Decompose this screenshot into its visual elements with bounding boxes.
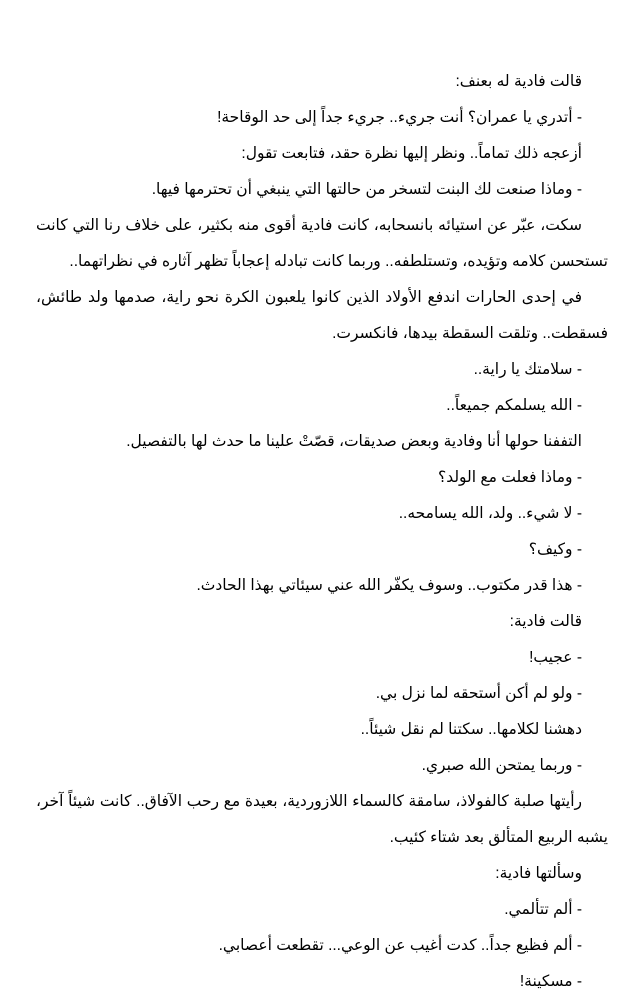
dialogue-line: - هذا قدر مكتوب.. وسوف يكفّر الله عني سيئاتي بهذا الحادث. <box>196 577 582 594</box>
dialogue-line: - ألم تتألمي. <box>504 901 582 918</box>
text-line: قالت فادية: <box>509 613 582 630</box>
dialogue-line: - وكيف؟ <box>528 541 582 558</box>
paragraph-line: تستحسن كلامه وتؤيده، وتستلطفه.. وربما كانت تبادله إعجاباً تظهر آثاره في نظراتهما.. <box>69 253 608 270</box>
dialogue-line: - الله يسلمكم جميعاً.. <box>446 397 582 414</box>
paragraph-line: سكت، عبّر عن استيائه بانسحابه، كانت فادية أقوى منه بكثير، على خلاف رنا التي كانت <box>36 217 582 234</box>
dialogue-line: - عجيب! <box>529 649 582 666</box>
dialogue-line: - لا شيء.. ولد، الله يسامحه.. <box>398 505 582 522</box>
text-line: وسألتها فادية: <box>495 865 582 882</box>
paragraph-line: رأيتها صلبة كالفولاذ، سامقة كالسماء اللازوردية، بعيدة مع رحب الآفاق.. كانت شيئاً آخر، <box>36 793 582 810</box>
dialogue-line: - ولو لم أكن أستحقه لما نزل بي. <box>375 685 582 702</box>
dialogue-line: - وماذا صنعت لك البنت لتسخر من حالتها التي ينبغي أن تحترمها فيها. <box>151 181 582 198</box>
dialogue-line: - وربما يمتحن الله صبري. <box>421 757 582 774</box>
paragraph-line: فسقطت.. وتلقت السقطة بيدها، فانكسرت. <box>332 325 608 342</box>
text-line: قالت فادية له بعنف: <box>455 73 582 90</box>
dialogue-line: - ألم فظيع جداً.. كدت أغيب عن الوعي... تقطعت أعصابي. <box>218 937 582 954</box>
dialogue-line: - أتدري يا عمران؟ أنت جريء.. جريء جداً إلى حد الوقاحة! <box>217 109 582 126</box>
dialogue-line: - مسكينة! <box>519 973 582 990</box>
paragraph-line: يشبه الربيع المتألق بعد شتاء كئيب. <box>389 829 608 846</box>
text-line: أزعجه ذلك تماماً.. ونظر إليها نظرة حقد، فتابعت تقول: <box>241 145 582 162</box>
dialogue-line: - سلامتك يا راية.. <box>473 361 582 378</box>
dialogue-line: - وماذا فعلت مع الولد؟ <box>437 469 582 486</box>
text-line: التففنا حولها أنا وفادية وبعض صديقات، قصّتْ علينا ما حدث لها بالتفصيل. <box>126 433 582 450</box>
document-page <box>36 64 608 1000</box>
paragraph-line: في إحدى الحارات اندفع الأولاد الذين كانوا يلعبون الكرة نحو راية، صدمها ولد طائش، <box>36 289 582 306</box>
text-line: دهشنا لكلامها.. سكتنا لم نقل شيئاً.. <box>360 721 582 738</box>
